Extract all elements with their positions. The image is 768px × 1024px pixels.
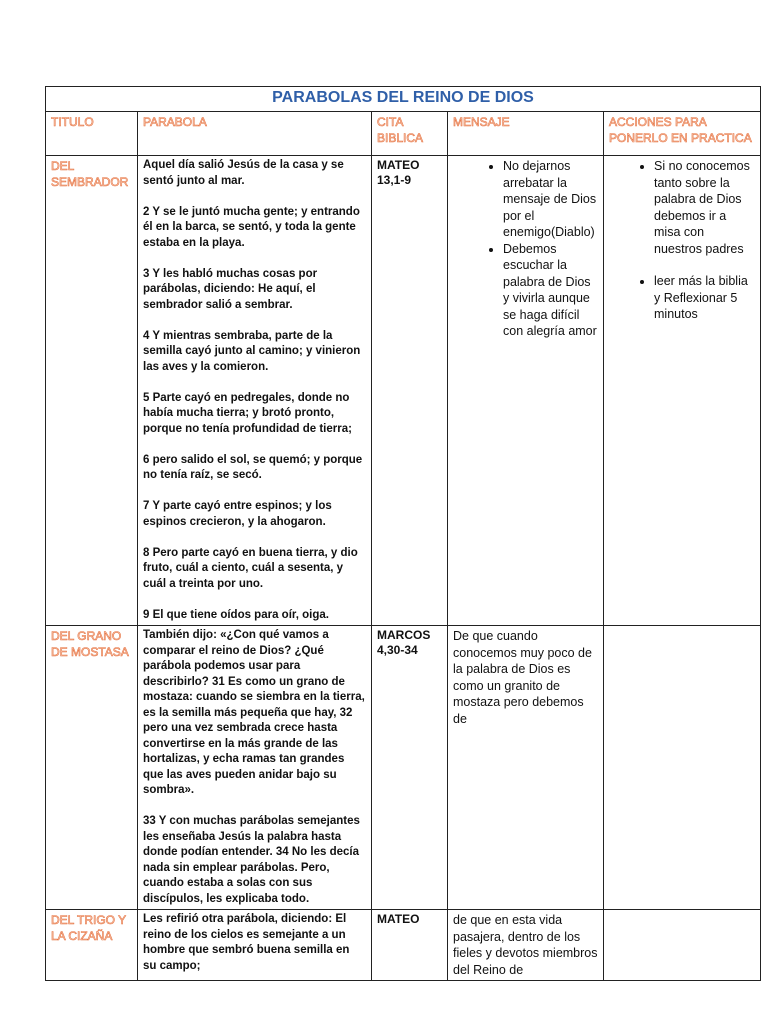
header-titulo: TITULO	[46, 112, 138, 156]
acciones-cell	[604, 156, 761, 626]
row-title-trigo: DEL TRIGO Y LA CIZAÑA	[46, 910, 138, 981]
list-item: • leer más la biblia y Reflexionar 5 minutos	[654, 273, 755, 323]
acciones-cell	[604, 910, 761, 981]
table-title: PARABOLAS DEL REINO DE DIOS	[46, 87, 761, 112]
header-acciones: ACCIONES PARA PONERLO EN PRACTICA	[604, 112, 761, 156]
table-row	[46, 156, 761, 626]
parabola-text	[138, 910, 372, 981]
header-cita: CITA BIBLICA	[372, 112, 448, 156]
paragraph: También dijo: «¿Con qué vamos a comparar el reino de Dios? ¿Qué parábola podemos usar para describirlo? 31 Es como un grano de mostaza: cuando se siembra en la tierra, es la semilla más pequeña que hay, 32 pero una vez sembrada crece hasta convertirse en la más grande de las hortalizas, y echa ramas tan grandes que las aves pueden anidar bajo su sombra».	[143, 629, 365, 796]
cita-biblica: MATEO 13,1-9	[372, 156, 448, 626]
header-parabola: PARABOLA	[138, 112, 372, 156]
acciones-list	[609, 158, 755, 323]
acciones-cell	[604, 626, 761, 910]
list-item: • Si no conocemos tanto sobre la palabra de Dios debemos ir a misa con nuestros padres	[654, 158, 755, 257]
table-row	[46, 910, 761, 981]
parabola-text	[138, 156, 372, 626]
mensaje-cell	[448, 156, 604, 626]
document-page	[45, 86, 760, 981]
paragraph: 4 Y mientras sembraba, parte de la semilla cayó junto al camino; y vinieron las aves y la comieron.	[143, 329, 361, 373]
cita-biblica: MARCOS 4,30-34	[372, 626, 448, 910]
header-mensaje: MENSAJE	[448, 112, 604, 156]
paragraph: 2 Y se le juntó mucha gente; y entrando él en la barca, se sentó, y toda la gente estaba en la playa.	[143, 205, 360, 249]
mensaje-cell: De que cuando conocemos muy poco de la palabra de Dios es como un granito de mostaza pero debemos de	[448, 626, 604, 910]
cita-biblica: MATEO	[372, 910, 448, 981]
table-row	[46, 626, 761, 910]
mensaje-cell: de que en esta vida pasajera, dentro de los fieles y devotos miembros del Reino de	[448, 910, 604, 981]
header-row	[46, 112, 761, 156]
title-row	[46, 87, 761, 112]
row-title-mostasa: DEL GRANO DE MOSTASA	[46, 626, 138, 910]
paragraph: 8 Pero parte cayó en buena tierra, y dio fruto, cuál a ciento, cuál a sesenta, y cuál a treinta por uno.	[143, 546, 358, 590]
row-title-sembrador: DEL SEMBRADOR	[46, 156, 138, 626]
list-item: • Debemos escuchar la palabra de Dios y vivirla aunque se haga difícil con alegría amor	[503, 241, 598, 340]
parabola-text	[138, 626, 372, 910]
paragraph: 9 El que tiene oídos para oír, oiga.	[143, 608, 329, 621]
paragraph: 33 Y con muchas parábolas semejantes les enseñaba Jesús la palabra hasta donde podían entender. 34 No les decía nada sin emplear parábolas. Pero, cuando estaba a solas con sus discípulos, les explicaba todo.	[143, 815, 360, 905]
paragraph: 6 pero salido el sol, se quemó; y porque no tenía raíz, se secó.	[143, 453, 363, 481]
paragraph: Aquel día salió Jesús de la casa y se sentó junto al mar.	[143, 159, 344, 187]
mensaje-list	[453, 158, 598, 340]
paragraph: Les refirió otra parábola, diciendo: El reino de los cielos es semejante a un hombre que sembró buena semilla en su campo;	[143, 913, 350, 972]
list-item: • No dejarnos arrebatar la mensaje de Dios por el enemigo(Diablo)	[503, 158, 598, 241]
parables-table	[45, 86, 761, 981]
paragraph: 7 Y parte cayó entre espinos; y los espinos crecieron, y la ahogaron.	[143, 500, 332, 528]
paragraph: 5 Parte cayó en pedregales, donde no había mucha tierra; y brotó pronto, porque no tenía profundidad de tierra;	[143, 391, 352, 435]
paragraph: 3 Y les habló muchas cosas por parábolas, diciendo: He aquí, el sembrador salió a sembrar.	[143, 267, 318, 311]
